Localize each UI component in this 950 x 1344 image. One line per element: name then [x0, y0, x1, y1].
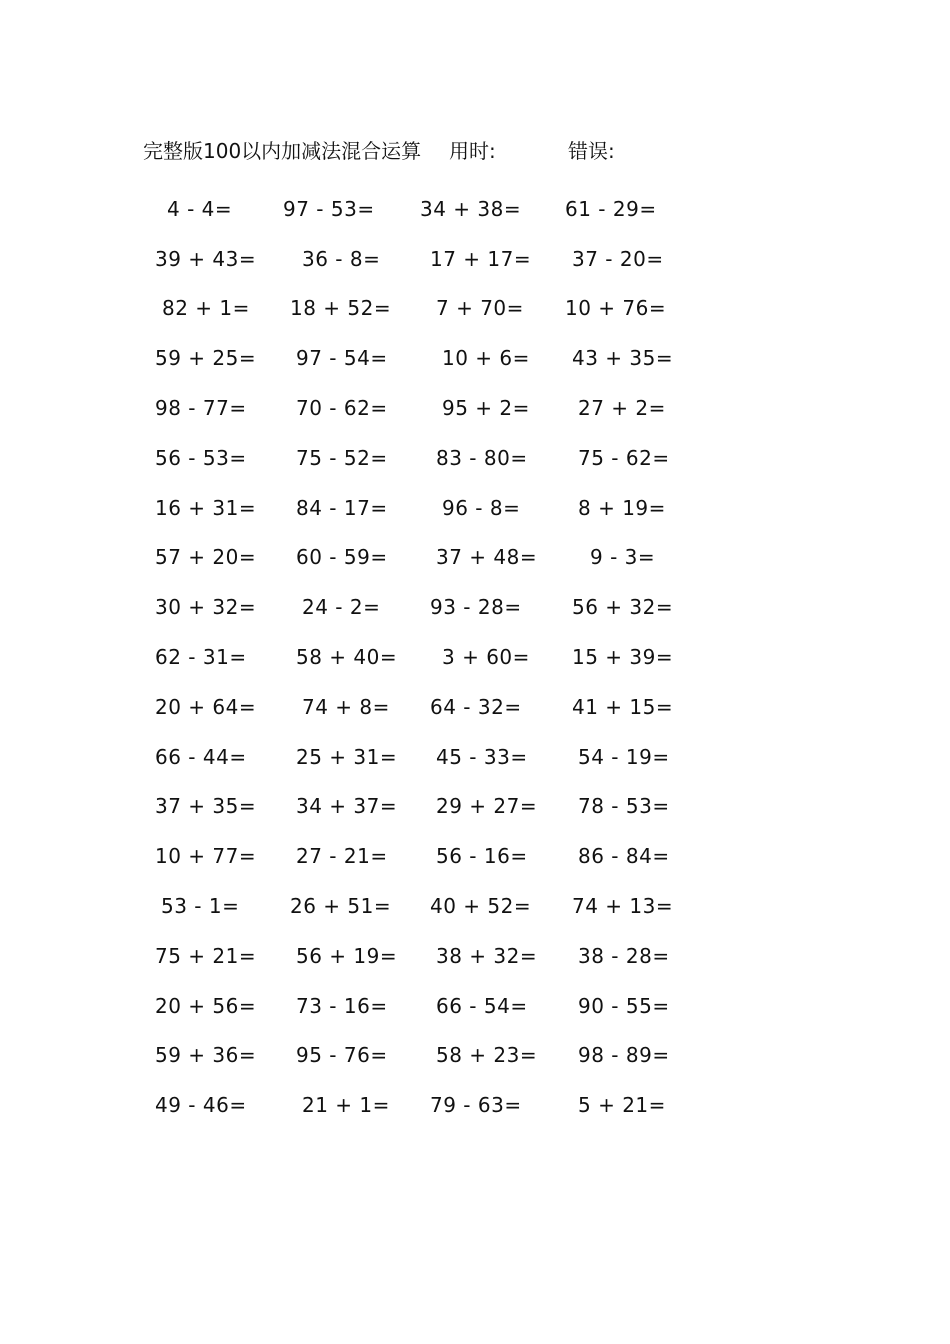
problem-cell: 40 + 52= [430, 894, 532, 919]
problem-row [140, 333, 700, 383]
problem-cell: 54 - 19= [578, 744, 670, 769]
problem-row [140, 1080, 700, 1130]
problem-row [140, 433, 700, 483]
problem-cell: 70 - 62= [296, 396, 388, 421]
problem-cell: 58 + 40= [296, 645, 398, 670]
time-label: 用时: [449, 139, 496, 163]
problem-cell: 82 + 1= [162, 296, 250, 321]
problem-row [140, 881, 700, 931]
problem-cell: 75 - 62= [578, 445, 670, 470]
problem-cell: 58 + 23= [436, 1043, 538, 1068]
problem-cell: 78 - 53= [578, 794, 670, 819]
problem-row [140, 483, 700, 533]
problem-cell: 98 - 77= [155, 396, 247, 421]
problem-cell: 16 + 31= [155, 495, 257, 520]
problem-row [140, 533, 700, 583]
problem-cell: 93 - 28= [430, 595, 522, 620]
problem-row [140, 1031, 700, 1081]
problem-cell: 79 - 63= [430, 1093, 522, 1118]
problem-cell: 20 + 64= [155, 694, 257, 719]
problem-cell: 75 - 52= [296, 445, 388, 470]
problem-row [140, 732, 700, 782]
problem-grid [140, 184, 700, 1130]
problem-cell: 20 + 56= [155, 993, 257, 1018]
problem-cell: 36 - 8= [302, 246, 381, 271]
problem-cell: 39 + 43= [155, 246, 257, 271]
problem-cell: 56 - 16= [436, 844, 528, 869]
problem-cell: 37 + 48= [436, 545, 538, 570]
problem-cell: 95 + 2= [442, 396, 530, 421]
problem-cell: 73 - 16= [296, 993, 388, 1018]
problem-cell: 27 + 2= [578, 396, 666, 421]
problem-row [140, 184, 700, 234]
problem-cell: 56 + 32= [572, 595, 674, 620]
problem-cell: 18 + 52= [290, 296, 392, 321]
problem-row [140, 682, 700, 732]
problem-row [140, 931, 700, 981]
problem-cell: 25 + 31= [296, 744, 398, 769]
problem-cell: 56 - 53= [155, 445, 247, 470]
problem-cell: 56 + 19= [296, 943, 398, 968]
problem-cell: 83 - 80= [436, 445, 528, 470]
problem-cell: 27 - 21= [296, 844, 388, 869]
problem-cell: 98 - 89= [578, 1043, 670, 1068]
problem-cell: 53 - 1= [161, 894, 240, 919]
problem-cell: 38 - 28= [578, 943, 670, 968]
problem-cell: 90 - 55= [578, 993, 670, 1018]
problem-cell: 45 - 33= [436, 744, 528, 769]
problem-cell: 34 + 37= [296, 794, 398, 819]
problem-cell: 61 - 29= [565, 196, 657, 221]
problem-cell: 95 - 76= [296, 1043, 388, 1068]
problem-row [140, 831, 700, 881]
problem-row [140, 383, 700, 433]
problem-cell: 15 + 39= [572, 645, 674, 670]
problem-cell: 66 - 44= [155, 744, 247, 769]
problem-row [140, 782, 700, 832]
problem-row [140, 234, 700, 284]
problem-cell: 86 - 84= [578, 844, 670, 869]
problem-cell: 4 - 4= [167, 196, 233, 221]
problem-cell: 75 + 21= [155, 943, 257, 968]
problem-cell: 37 + 35= [155, 794, 257, 819]
problem-cell: 96 - 8= [442, 495, 521, 520]
problem-cell: 24 - 2= [302, 595, 381, 620]
problem-cell: 30 + 32= [155, 595, 257, 620]
problem-cell: 59 + 25= [155, 346, 257, 371]
problem-cell: 29 + 27= [436, 794, 538, 819]
problem-cell: 84 - 17= [296, 495, 388, 520]
problem-cell: 97 - 54= [296, 346, 388, 371]
problem-cell: 64 - 32= [430, 694, 522, 719]
problem-cell: 21 + 1= [302, 1093, 390, 1118]
problem-cell: 66 - 54= [436, 993, 528, 1018]
problem-cell: 26 + 51= [290, 894, 392, 919]
problem-cell: 9 - 3= [590, 545, 656, 570]
problem-cell: 3 + 60= [442, 645, 530, 670]
problem-cell: 57 + 20= [155, 545, 257, 570]
problem-row [140, 981, 700, 1031]
problem-cell: 17 + 17= [430, 246, 532, 271]
worksheet-title: 完整版100以内加减法混合运算 [143, 139, 422, 163]
problem-cell: 5 + 21= [578, 1093, 666, 1118]
problem-cell: 49 - 46= [155, 1093, 247, 1118]
problem-cell: 10 + 6= [442, 346, 530, 371]
problem-row [140, 284, 700, 334]
problem-row [140, 632, 700, 682]
errors-label: 错误: [568, 139, 615, 163]
problem-cell: 8 + 19= [578, 495, 666, 520]
problem-cell: 60 - 59= [296, 545, 388, 570]
problem-cell: 74 + 13= [572, 894, 674, 919]
problem-cell: 34 + 38= [420, 196, 522, 221]
problem-row [140, 582, 700, 632]
problem-cell: 43 + 35= [572, 346, 674, 371]
problem-cell: 62 - 31= [155, 645, 247, 670]
problem-cell: 10 + 77= [155, 844, 257, 869]
problem-cell: 59 + 36= [155, 1043, 257, 1068]
problem-cell: 38 + 32= [436, 943, 538, 968]
problem-cell: 97 - 53= [283, 196, 375, 221]
problem-cell: 10 + 76= [565, 296, 667, 321]
problem-cell: 37 - 20= [572, 246, 664, 271]
problem-cell: 7 + 70= [436, 296, 524, 321]
problem-cell: 74 + 8= [302, 694, 390, 719]
problem-cell: 41 + 15= [572, 694, 674, 719]
